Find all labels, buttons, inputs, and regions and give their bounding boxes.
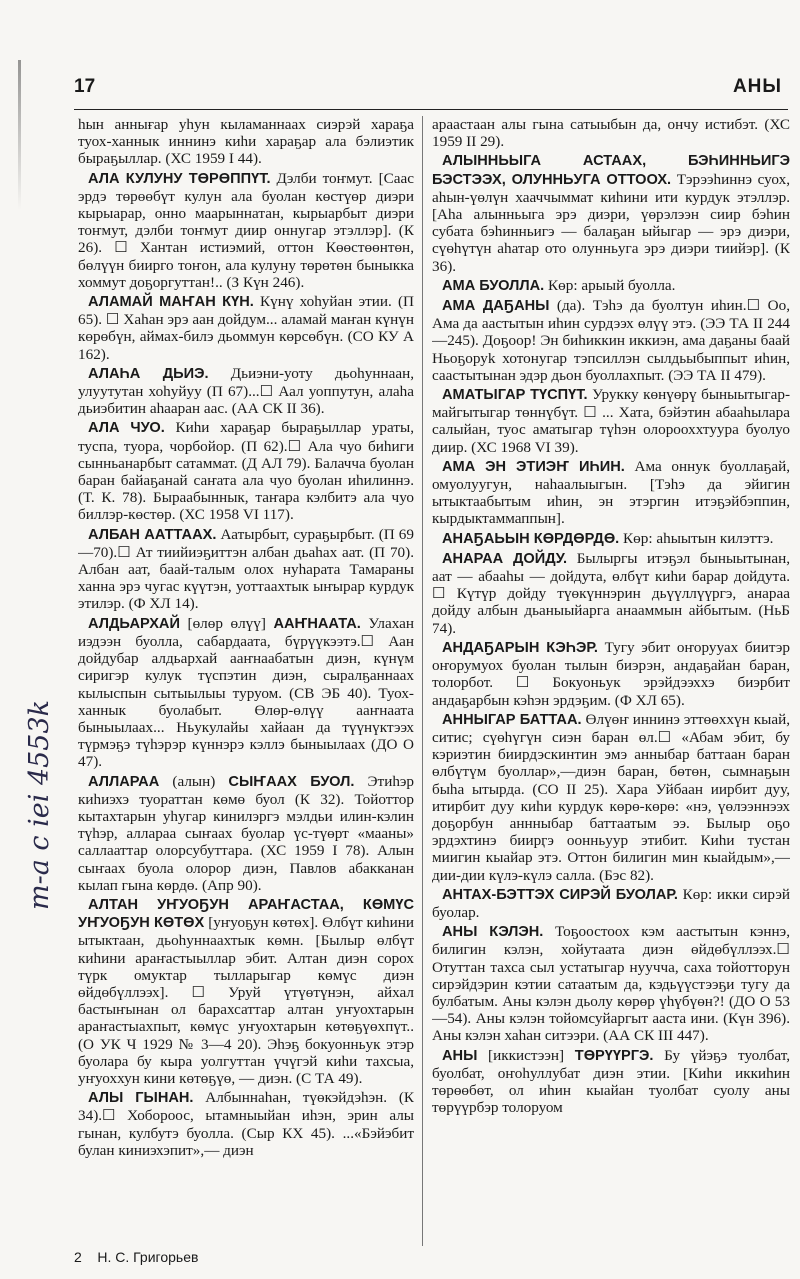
headword: АНАҔАЬЫН КӨРДӨРДӨ. <box>442 530 620 547</box>
entry-text: һын аннығар уһун кыламаннаах сиэрэй хараҕа туох-ханнык иннинэ киһи хараҕар ала бэлиэтик быраҕыллар. (ХС 1959 I 44). <box>78 116 414 168</box>
headword: АЛЛАРАА <box>88 773 160 790</box>
grammar-note: (да). <box>556 297 586 315</box>
headword: АННЫГАР БАТТАА. <box>442 711 582 728</box>
dictionary-entry <box>432 297 790 384</box>
entry-text: Көр: икки сирэй буолар. <box>432 885 790 921</box>
dictionary-entry <box>78 615 414 771</box>
entry-text: Көр: арыый буолла. <box>548 276 676 294</box>
headword: АЛЫ ГЫНАН. <box>88 1090 194 1107</box>
entry-text: Улахан иэдээн буолла, сабардаата, бүрүүкээтэ.☐ Аан дойдубар алдьархай ааҥнаабатын диэн, күнүм сиригэр кулук түспэтин диэн, сыралҕаннаах кылыспын сытыылыы туруом. (СВ ЭБ 40). Туох-ханнык буолабыт. Өлөр-өлүү ааҥнаата быныылаах... Ньукулайы хайаан да түүнүктээх түрмэҕэ түһэрэр күннэрэ кэллэ быныылаах (ДО О 47). <box>78 614 414 771</box>
dictionary-entry <box>432 386 790 456</box>
dictionary-entry <box>432 277 790 295</box>
headword: АЛДЬАРХАЙ <box>88 615 180 632</box>
entry-text: Этиһэр киһиэхэ туораттан көмө буол (К 32). Тойоттор кытахтарын уһугар кинилэргэ мэлдьи илин-кэлин түһэр, аллараа сыҥаах буолар үс-түөрт «мааны» саллааттар олорсубуттара. (ХС 1959 I 78). Алын сыҥаах буола олорор диэн, Павлов абакканан кылап гына көрдө. (Апр 90). <box>78 772 414 894</box>
entry-text: Тэрээһиннэ суох, аһын-үөлүн хааччыммат киһини ити курдук этэллэр. [Аһа алынньыга эрэ диэри, үөрэлээн сиир бэһин субата бэһинньигэ — балаҕан ыйыгар — эрэ диэри, сүөһүтүн аһатар ото олунньуга эрэ диэри тиийэр]. (К 36). <box>432 170 790 275</box>
headword-cont: ТӨРҮҮРГЭ. <box>574 1047 654 1064</box>
headword: АЛА ЧУО. <box>88 420 165 437</box>
grammar-note: [иккистээн] <box>488 1046 565 1064</box>
header-rule <box>74 109 788 110</box>
dictionary-entry <box>78 293 414 363</box>
headword: АНТАХ-БЭТТЭХ СИРЭЙ БУОЛАР. <box>442 886 678 903</box>
left-column <box>78 116 414 1243</box>
dictionary-entry <box>432 923 790 1044</box>
headword: АМА ДАҔАНЫ <box>442 298 550 315</box>
headword: АЛТАН УҤУОҔУН АРАҤАСТАА, КӨМҮС УҤУОҔУН КӨТӨХ <box>78 896 414 932</box>
entry-text: Күнү хоһуйан этии. (П 65). ☐ Хаһан эрэ аан дойдум... аламай маҥан күнүн көрөбүн, аймах-билэ дьоммун көрсөбүн. (СО КУ А 162). <box>78 293 414 363</box>
column-divider <box>422 116 423 1246</box>
headword: АНАРАА ДОЙДУ. <box>442 550 568 567</box>
dictionary-entry <box>78 526 414 613</box>
dictionary-entry <box>78 419 414 523</box>
handwritten-note: m-a c iei 4553k <box>24 699 55 910</box>
headword: АМА ЭН ЭТИЭҤ ИҺИН. <box>442 458 625 475</box>
entry-text: Урукку көнүөрү быныытыгар-майгытыгар төннүбүт. ☐ ... Хата, бэйэтин абааһылара салыйан, туос аматыгар түһэн олорооххтуура буолуо диир. (ХС 1968 VI 39). <box>432 386 790 456</box>
headword: АНЫ КЭЛЭН. <box>442 924 544 941</box>
dictionary-entry <box>432 530 790 548</box>
headword-cont: ААҤНААТА. <box>273 615 361 632</box>
page-header <box>74 76 782 100</box>
scan-edge-mark <box>18 60 21 210</box>
running-head: АНЫ <box>732 76 782 97</box>
headword-cont: СЫҤААХ БУОЛ. <box>228 773 355 790</box>
headword: АЛАҺА ДЬИЭ. <box>88 365 209 382</box>
entry-text: Дьиэни-уоту дьоһуннаан, улуутутан хоһуйуу (П 67)...☐ Аал уоппутун, алаһа дьиэбитин аһааран аас. (АА СК II 36). <box>78 364 414 418</box>
entry-text: Тоҕоостоох кэм аастытын кэннэ, билигин кэлэн, хойутаата диэн өйдөбүллээх.☐ Отуттан тахса сыл устатыгар нуучча, саха тойотторун сирэйдэрин кэтии сатаатым да, кэдьүүстээҕи тугу да булбатым. Аны кэлэн дьолу көрөр үһүбүөн?! (ДО О 53—54). Аны кэлэн тойомсуйаргыт ааста ини. (Күн 396). Аны кэлэн хаһан ситээри. (АА СК III 447). <box>432 923 790 1045</box>
dictionary-entry <box>78 365 414 418</box>
dictionary-entry <box>78 773 414 894</box>
signature-mark: 2 <box>74 1249 82 1265</box>
headword: АМАТЫГАР ТҮСПҮТ. <box>442 387 588 404</box>
entry-text: Киһи хараҕар быраҕыллар ураты, туспа, туора, чорбойор. (П 62).☐ Ала чуо биһиги сынньанарбыт сатаммат. (Д АЛ 79). Балачча буолан баран байаҕанай саҥата ала чуо буолан иһилиннэ. (Т. К. 78). Быраабыннык, таҥара кэлбитэ ала чуо биллэр-көстөр. (ХС 1958 VI 117). <box>78 419 414 524</box>
entry-text: Өлүөҥ иннинэ эттөөххүн кыай, ситис; сүөһүгүн сиэн баран өл.☐ «Абам эбит, бу кэриэтин биирдэскинтин эмэ анныбар баттаан баран өлбүтүм буоллар»,—диэн баран, бөтөн, сымнаҕын быһа ытырда. (СО II 25). Хара Уйбаан иирбит дуу, итирбит дуу киһи курдук көрө-көрө: «нэ, үөлээннээх доҕорбун аннныбар баттаатым ээ. Былыр оҕо эрдэхтинэ биирӷэ оонньуур этибит. Киһи тустан миигин кыайар этэ. Оттон билигин мин кыайдым»,— дии-дии күлэ-күлэ салла. (Бэс 82). <box>432 710 790 884</box>
entry-text: Бу үйэҕэ туолбат, буолбат, оҥоһуллубат диэн этии. [Киһи иккиһин төрөөбөт, ол иһин кыайан туолбат суолу аны төрүүрбэр толоруом <box>432 1046 790 1117</box>
entry-text: Ама оннук буоллаҕай, омуолуугун, наһаалыыгын. [Тэһэ да эйигин ытыктаабытым иһин, эн этэргин итэҕэйбэппин, кырдыктаммаппын]. <box>432 457 790 528</box>
entry-text: Аатырбыт, сураҕырбыт. (П 69—70).☐ Ат тиийиэҕиттэн албан дьаһах аат. (П 70). Албан аат, баай-талым олох нуһарата Тамараны ханна эрэ чугас күүтэн, уоттаахтык ыҥырар курдук этилэр. (Ф ХЛ 14). <box>78 525 414 613</box>
dictionary-entry <box>432 639 790 709</box>
headword: АЛБАН ААТТААХ. <box>88 526 217 543</box>
entry-text: Көр: аһыытын килэттэ. <box>623 529 774 547</box>
headword: АНЫ <box>442 1047 478 1064</box>
dictionary-entry <box>78 896 414 1087</box>
page-number: 17 <box>74 76 96 97</box>
dictionary-entry <box>432 116 790 150</box>
entry-text: Тэһэ да буолтун иһин.☐ Оо, Ама да аастытын иһин сурдээх өлүү этэ. (ЭЭ ТА II 244—245). Доҕоор! Эн биһиккин иккиэн, ама даҕаны баай Ньоҕоруk хотонугар тэпсиллэн сылдьыбыппыт иһин, саастытынан эдэр дьон буоллахпыт. (ЭЭ ТА II 479). <box>432 297 790 384</box>
dictionary-entry <box>78 1089 414 1159</box>
dictionary-entry <box>432 458 790 528</box>
dictionary-entry <box>432 886 790 921</box>
right-column <box>432 116 790 1243</box>
grammar-note: [өлөр өлүү] <box>187 614 266 632</box>
dictionary-entry <box>432 152 790 274</box>
headword: АЛЫННЬЫГА АСТААХ, БЭҺИННЬИГЭ БЭСТЭЭХ, ОЛУННЬУГА ОТТООХ. <box>432 153 790 188</box>
page-footer <box>74 1249 198 1265</box>
dictionary-entry <box>432 711 790 884</box>
entry-text: Тугу эбит оҥорууах биитэр оҥорумуох буолан тылын биэрэн, андаҕайан баран, толорбот. ☐ Бокуоньук эрэйдээххэ биэрбит андаҕарбын кэһэн эрдэҕим. (Ф ХЛ 65). <box>432 638 790 709</box>
headword: АНДАҔАРЫН КЭҺЭР. <box>442 639 598 656</box>
author-name: Н. С. Григорьев <box>97 1249 199 1265</box>
entry-text: Албыннаһан, түөкэйдэһэн. (К 34).☐ Хобороос, ытамныыйан иһэн, эрин алы гынан, кулбутэ буолла. (Сыр КХ 45). ...«Бэйэбит булан киниэхэпит»,— диэн <box>78 1089 414 1159</box>
dictionary-entry <box>432 1047 790 1117</box>
dictionary-entry <box>78 116 414 168</box>
entry-text: Дэлби тоҥмут. [Саас эрдэ төрөөбүт кулун ала буолан көстүөр диэри кырыарар, онно маарыннатан, кырыарбыт диэри тоҥмут, дэлби тоҥмут диир оннугар этэллэр]. (К 26). ☐ Хантан истиэмий, оттон Көөстөөнтөн, бөлүүн биирго тоҥон, ала кулуну төрөтөн быныкка хоммут доҕоргуттан!.. (З Күн 246). <box>78 169 414 291</box>
dictionary-entry <box>78 170 414 291</box>
entry-text: Былыргы итэҕэл быныытынан, аат — абааһы — дойдута, өлбүт киһи барар дойдута. ☐ Күтүр дойду түөкүннэрин дьүүллүүргэ, анараа дойду албын дьаныыйарга анааммын айбытым. (НьБ 74). <box>432 549 790 637</box>
entry-text: араастаан алы гына сатыыбын да, ончу истибэт. (ХС 1959 II 29). <box>432 116 790 151</box>
headword: АМА БУОЛЛА. <box>442 277 545 294</box>
dictionary-entry <box>432 550 790 637</box>
headword: АЛАМАЙ МАҤАН КҮН. <box>88 294 254 311</box>
grammar-note: [уҥуоҕун көтөх]. <box>208 914 319 932</box>
grammar-note: (алын) <box>172 772 216 790</box>
headword: АЛА КУЛУНУ ТӨРӨППҮТ. <box>88 170 271 187</box>
entry-text: Өлбүт киһини ытыктаан, дьоһуннаахтык көмн. [Былыр өлбүт киһини араҥастыыллар эбит. Алтан диэн сорох түрк омуктар тылларыгар көмүс диэн өйдөбүллээх]. ☐ Уруй үтүөтүнэн, айхал бастыҥынан ол барахсаттар алтан уҥуохтарын араҥастыахпыт, көмүс уҥуохтарын көтөҕүөхпүт.. (О УК Ч 1929 № 3—4 20). Эһэҕ бокуонньук этэр буолара бу кыра уолгуттан үчүгэй киһи тахсыа, уҥуоххун кини көтөҕүө, — диэн. (С ТА 49). <box>78 914 414 1087</box>
